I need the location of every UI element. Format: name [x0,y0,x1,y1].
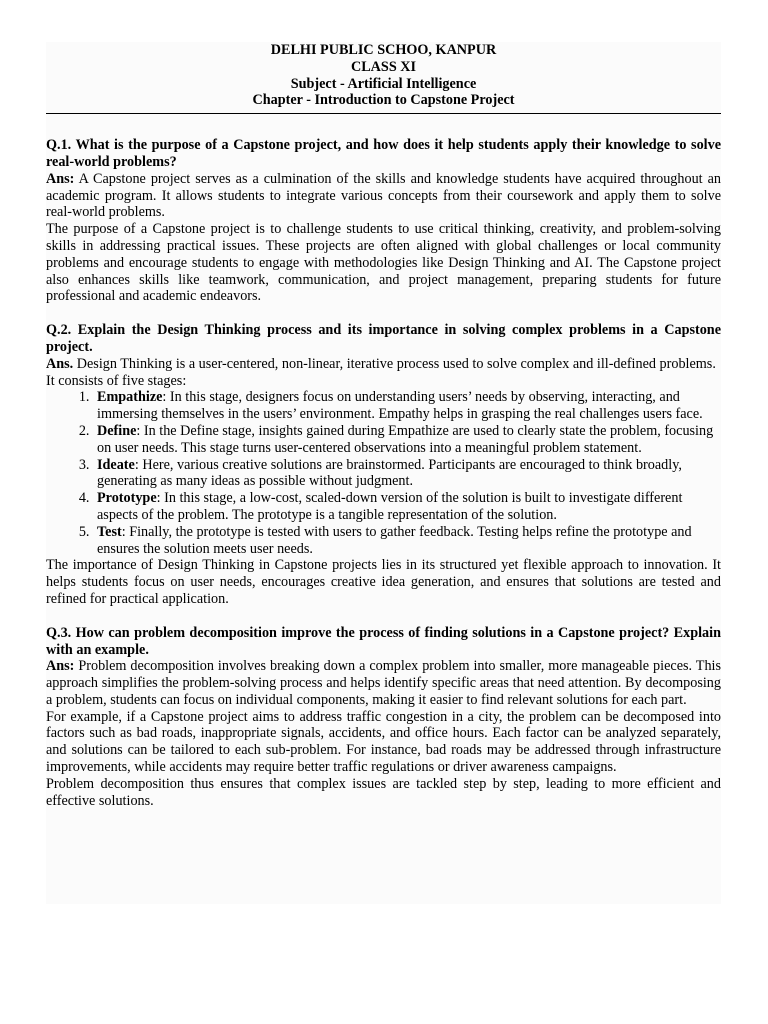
answer-label: Ans: [46,658,75,675]
stage-text: : Finally, the prototype is tested with users to gather feedback. Testing helps refine the prototype and ensures the solution meets user needs. [97,523,692,557]
answer-1-paragraph-2: The purpose of a Capstone project is to challenge students to use critical thinking, creativity, and problem-solving skills in addressing practical issues. These projects are often aligned with global challenges or local community problems and encourage students to engage with methodologies like Design Thinking and AI. The Capstone project also enhances skills like teamwork, communication, and project management, preparing students for future professional and academic endeavors. [46,221,721,305]
list-item [93,490,721,524]
list-item [93,457,721,491]
list-item [93,389,721,423]
school-name: DELHI PUBLIC SCHOO, KANPUR [270,42,497,58]
answer-2-conclusion: The importance of Design Thinking in Capstone projects lies in its structured yet flexible approach to innovation. It helps students focus on user needs, encourages creative idea generation, and ensures that solutions are tested and refined for practical application. [46,557,721,607]
answer-3-paragraph-2: For example, if a Capstone project aims to address traffic congestion in a city, the problem can be decomposed into factors such as bad roads, inappropriate signals, accidents, and office hours. Each factor can be analyzed separately, and solutions can be tailored to each sub-problem. For instance, bad roads may be addressed through infrastructure improvements, while accidents may require better traffic regulations or driver awareness campaigns. [46,708,721,776]
subject-line: Subject - Artificial Intelligence [290,75,477,92]
list-item [93,423,721,457]
stage-text: : In this stage, a low-cost, scaled-down version of the solution is built to investigate different aspects of the problem. The prototype is a tangible representation of the solution. [97,490,683,523]
stage-text: : Here, various creative solutions are brainstormed. Participants are encouraged to think broadly, generating as many ideas as possible without judgment. [97,456,682,490]
list-item [93,524,721,558]
answer-2 [46,356,721,390]
class-name: CLASS XI [350,58,417,75]
stage-term: Ideate [97,456,135,473]
answer-text: Problem decomposition involves breaking down a complex problem into smaller, more manageable pieces. This approach simplifies the problem-solving process and helps identify specific areas that need attention. By decomposing a problem, students can focus on individual components, making it easier to find relevant solutions for each part. [46,658,721,708]
stage-text: : In the Define stage, insights gained during Empathize are used to clearly state the problem, focusing on user needs. This stage turns user-centered observations into a meaningful problem statement. [97,422,714,456]
answer-text: A Capstone project serves as a culmination of the skills and knowledge students have acquired throughout an academic program. It allows students to integrate various concepts from their coursework and apply them to solve real-world problems. [46,170,721,221]
answer-label: Ans: [46,170,75,187]
question-1: Q.1. What is the purpose of a Capstone project, and how does it help students apply their knowledge to solve real-world problems? [46,137,721,170]
question-3: Q.3. How can problem decomposition improve the process of finding solutions in a Capstone project? Explain with an example. [46,624,721,658]
answer-label: Ans. [46,355,74,372]
header-divider [46,113,721,114]
chapter-line: Chapter - Introduction to Capstone Project [252,92,515,109]
answer-3-paragraph-3: Problem decomposition thus ensures that complex issues are tackled step by step, leading to more efficient and effective solutions. [46,775,721,809]
design-thinking-stages [46,389,721,557]
stage-text: : In this stage, designers focus on understanding users’ needs by observing, interacting, and immersing themselves in the users’ environment. Empathy helps in grasping the real challenges users face. [97,389,703,423]
stage-term: Test [97,523,122,540]
answer-1 [46,171,721,221]
document-body [46,42,721,809]
answer-3 [46,658,721,708]
answer-text: Design Thinking is a user-centered, non-linear, iterative process used to solve complex and ill-defined problems. It consists of five stages: [46,355,716,389]
stage-term: Define [97,422,137,439]
question-2: Q.2. Explain the Design Thinking process and its importance in solving complex problems in a Capstone project. [46,322,721,355]
stage-term: Prototype [97,490,157,507]
document-header [46,42,721,109]
stage-term: Empathize [97,389,163,406]
